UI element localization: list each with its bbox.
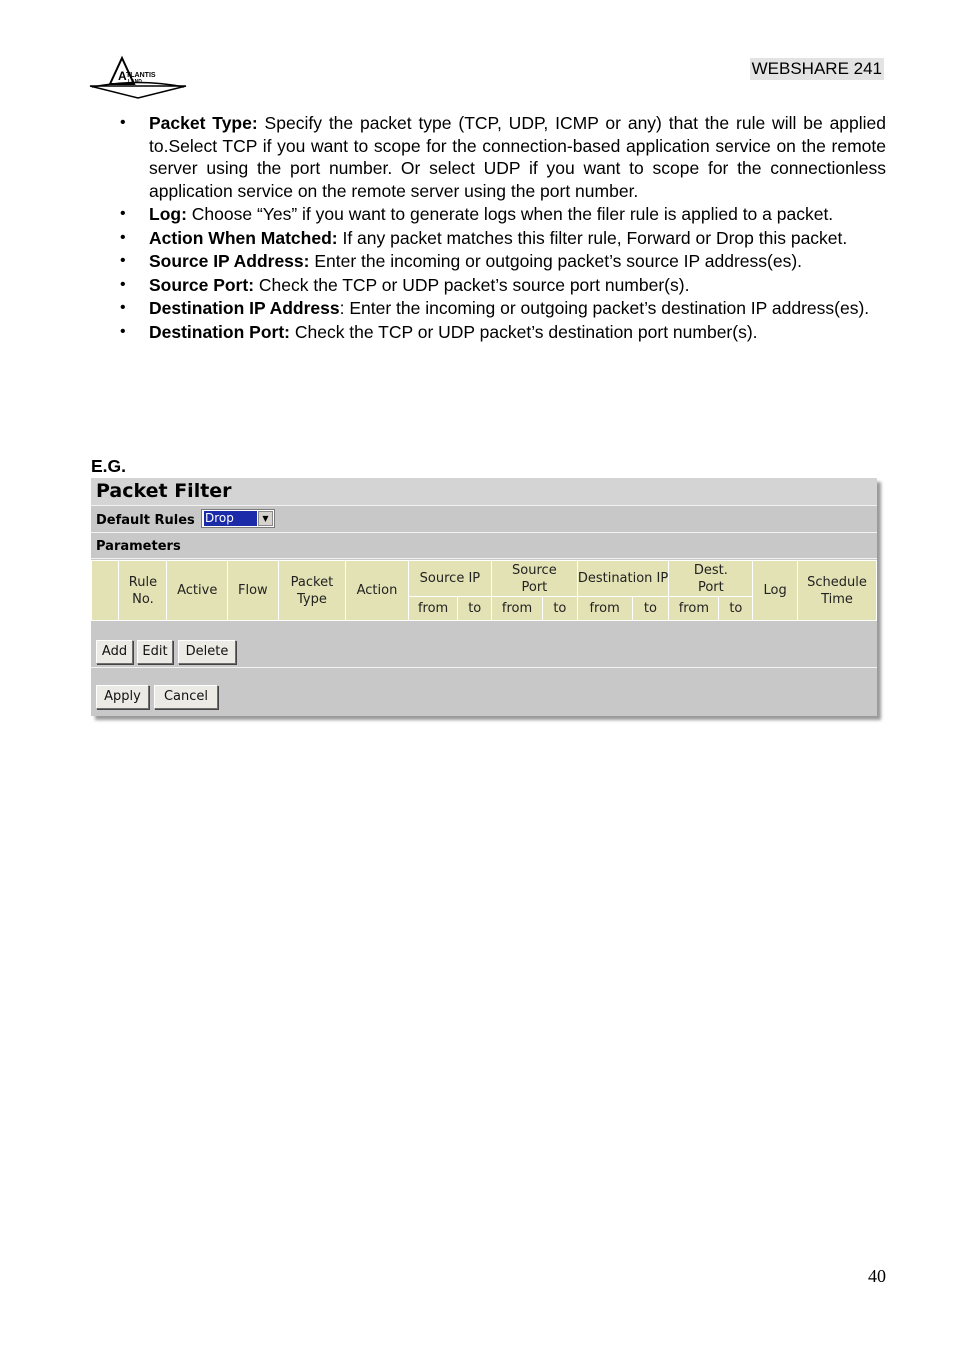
default-rules-value: Drop	[204, 511, 257, 526]
column-source-ip: Source IP	[408, 561, 491, 597]
column-blank	[92, 561, 119, 621]
column-source-port: Source Port	[492, 561, 578, 597]
svg-text:TLANTIS: TLANTIS	[126, 72, 156, 79]
default-rules-label: Default Rules	[96, 513, 195, 528]
column-dest-port-to: to	[719, 597, 753, 621]
rules-table-header	[91, 560, 877, 621]
edit-button[interactable]: Edit	[137, 640, 173, 664]
atlantis-logo	[88, 54, 188, 100]
document-title: WEBSHARE 241	[751, 59, 882, 78]
list-item: • Log: Choose “Yes” if you want to generate logs when the filer rule is applied to a packet.	[120, 203, 886, 226]
column-flow: Flow	[228, 561, 279, 621]
column-source-port-to: to	[543, 597, 578, 621]
column-destination-ip-from: from	[577, 597, 632, 621]
form-actions-row	[91, 668, 877, 712]
column-active: Active	[167, 561, 228, 621]
column-dest-port: Dest. Port	[669, 561, 753, 597]
list-item: • Destination Port: Check the TCP or UDP packet’s destination port number(s).	[120, 321, 886, 344]
bullet-list	[120, 112, 886, 344]
parameters-row	[91, 533, 877, 559]
column-source-ip-to: to	[458, 597, 492, 621]
list-item: • Action When Matched: If any packet matches this filter rule, Forward or Drop this packet.	[120, 227, 886, 250]
default-rules-row	[91, 506, 877, 533]
packet-filter-panel	[91, 478, 877, 716]
column-action: Action	[346, 561, 409, 621]
column-source-port-from: from	[492, 597, 543, 621]
svg-text:LAND: LAND	[128, 79, 142, 85]
list-item: • Source Port: Check the TCP or UDP packet’s source port number(s).	[120, 274, 886, 297]
panel-header	[91, 478, 877, 506]
list-item: • Source IP Address: Enter the incoming or outgoing packet’s source IP address(es).	[120, 250, 886, 273]
column-packet-type: Packet Type	[278, 561, 346, 621]
chevron-down-icon[interactable]: ▼	[258, 511, 273, 526]
column-dest-port-from: from	[669, 597, 719, 621]
list-item: • Destination IP Address: Enter the incoming or outgoing packet’s destination IP address(es).	[120, 297, 886, 320]
rule-actions-row	[91, 623, 877, 668]
list-item: • Packet Type: Specify the packet type (TCP, UDP, ICMP or any) that the rule will be applied to.Select TCP if you want to scope for the connection-based application service on the remote server using the port number. Or select UDP if you want to scope for the connectionless application service on the remote server using the port number.	[120, 112, 886, 202]
panel-title: Packet Filter	[96, 480, 232, 502]
apply-button[interactable]: Apply	[96, 685, 149, 709]
delete-button[interactable]: Delete	[178, 640, 236, 664]
page-number: 40	[868, 1266, 886, 1286]
example-label: E.G.	[91, 456, 127, 476]
column-schedule-time: Schedule Time	[797, 561, 876, 621]
column-log: Log	[753, 561, 798, 621]
column-rule-no: Rule No.	[119, 561, 167, 621]
cancel-button[interactable]: Cancel	[154, 685, 218, 709]
column-destination-ip-to: to	[632, 597, 669, 621]
column-source-ip-from: from	[408, 597, 458, 621]
default-rules-select[interactable]	[201, 509, 275, 528]
column-destination-ip: Destination IP	[577, 561, 669, 597]
add-button[interactable]: Add	[96, 640, 133, 664]
parameters-label: Parameters	[96, 539, 181, 554]
svg-text:A: A	[118, 69, 127, 83]
